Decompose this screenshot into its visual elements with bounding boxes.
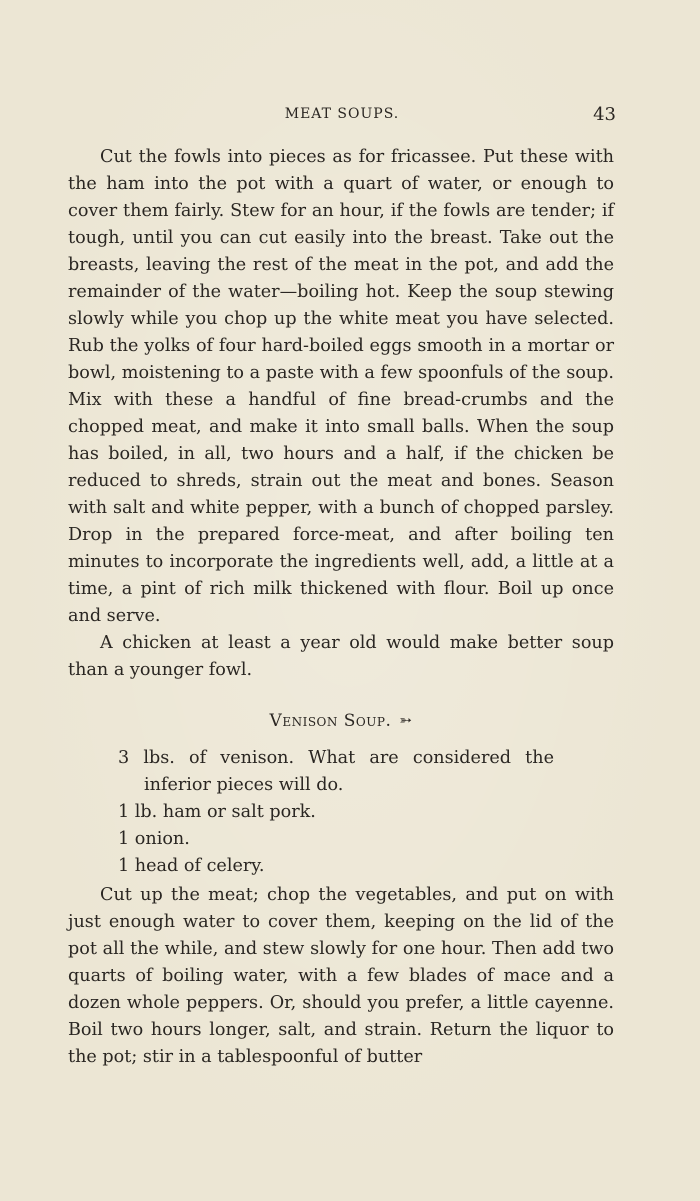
paragraph-chicken-soup-method: Cut the fowls into pieces as for fricassee. Put these with the ham into the pot with a quart of water, or enough to cover them fairly. Stew for an hour, if the fowls are tender; if tough, until you can cut easily into the breast. Take out the breasts, leaving the rest of the meat in the pot, and add the remainder of the water—boiling hot. Keep the soup stewing slowly while you chop up the white meat you have selected. Rub the yolks of four hard-boiled eggs smooth in a mortar or bowl, moistening to a paste with a few spoonfuls of the soup. Mix with these a handful of fine bread-crumbs and the chopped meat, and make it into small balls. When the soup has boiled, in all, two hours and a half, if the chicken be reduced to shreds, strain out the meat and bones. Season with salt and white pepper, with a bunch of chopped parsley. Drop in the prepared force-meat, and after boiling ten minutes to incorporate the ingredients well, add, a little at a time, a pint of rich milk thickened with flour. Boil up once and serve. <box>68 147 614 626</box>
running-head <box>68 104 616 126</box>
ingredient-item: 1 head of celery. <box>118 856 265 876</box>
ingredient-item: 1 onion. <box>118 829 190 849</box>
ingredient-item: 3 lbs. of venison. What are considered the inferior pieces will do. <box>118 748 554 795</box>
page-number: 43 <box>593 104 616 125</box>
paragraph-chicken-note: A chicken at least a year old would make better soup than a younger fowl. <box>68 633 614 680</box>
printers-ornament-icon: ➳ <box>399 711 413 729</box>
recipe-title: Venison Soup. <box>269 711 392 731</box>
ingredient-list <box>118 745 614 880</box>
ingredient-item: 1 lb. ham or salt pork. <box>118 802 316 822</box>
recipe-heading <box>68 708 614 735</box>
body-text <box>68 144 614 1071</box>
running-title: MEAT SOUPS. <box>284 106 400 122</box>
paragraph-venison-method: Cut up the meat; chop the vegetables, and put on with just enough water to cover them, keeping on the lid of the pot all the while, and stew slowly for one hour. Then add two quarts of boiling water, with a few blades of mace and a dozen whole peppers. Or, should you prefer, a little cayenne. Boil two hours longer, salt, and strain. Return the liquor to the pot; stir in a tablespoonful of butter <box>68 885 614 1067</box>
